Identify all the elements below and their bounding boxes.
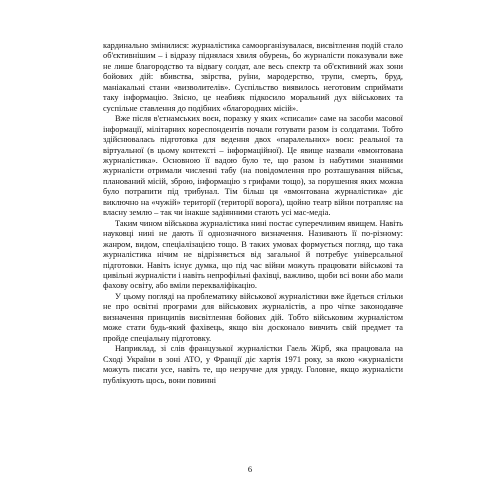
paragraph: У цьому погляді на проблематику військової журналістики вже йдеться стільки не про освітні програми для військових журналістів, а про чітке законодавче визначення принципів висвітлення бойових дій. Тобто військовим журналістом може стати будь-який фахівець, якщо він досконало вивчить свій предмет та пройде спеціальну підготовку. xyxy=(103,291,403,343)
paragraph: Вже після в'єтнамських воєн, поразку у яких «списали» саме на засоби масової інформації, мілітарних кореспондентів почали готувати разом із солдатами. Тобто здійснювалась підготовка для ведення двох «паралельних» воєн: реальної та віртуальної (в цьому контексті – інформаційної). Це явище назвали «вмонтована журналістика». Основною її вадою було те, що разом із набутими знаннями журналісти отримали численні табу (на повідомлення про розташування військ, планований місій, зброю, інформацію з грифами тощо), за порушення яких можна було потрапити під трибунал. Тім більш ця «вмонтована журналістика» діє виключно на «чужій» території (території ворога), щойно театр війни потрапляє на власну землю – так чи інакше задіянними стають усі мас-медіа. xyxy=(103,114,403,218)
paragraph: Таким чином військова журналістика нині постає суперечливим явищем. Навіть науковці нині не дають її однозначного визначення. Називають її по-різному: жанром, видом, спеціалізацією тощо. В таких умовах формується погляд, що така журналістика нічим не відрізняється від загальної й потребує універсальної підготовки. Навіть існує думка, що під час війни можуть працювати військові та цивільні журналісти і навіть непрофільні фахівці, важливо, щоби всі вони або мали фахову освіту, або вміли перекваліфікацію. xyxy=(103,218,403,291)
paragraph: кардинально змінилися: журналістика самоорганізувалася, висвітлення подій стало об'єктивнішим – і відразу піднялася хвиля обурень, бо журналісти показували вже не лише благородство та відвагу солдат, але весь спектр та об'єктивний жах зони бойових дій: вбивства, звірства, руїни, мародерство, трупи, смерть, бруд, маніакальні стани «визволителів». Суспільство виявилось неготовим сприймати таку інформацію. Звісно, це неабияк підкосило моральний дух військових та суспільне ставлення до подібних «благородних місій». xyxy=(103,41,403,113)
paragraph: Наприклад, зі слів французької журналістки Гаель Жірб, яка працювала на Сході України в зоні АТО, у Франції діє хартія 1971 року, за якою «журналісти можуть писати усе, навіть те, що незручне для уряду. Головне, якщо журналісти публікують щось, вони повинні xyxy=(103,344,403,385)
body-text xyxy=(103,41,403,386)
page-number: 6 xyxy=(247,465,253,474)
